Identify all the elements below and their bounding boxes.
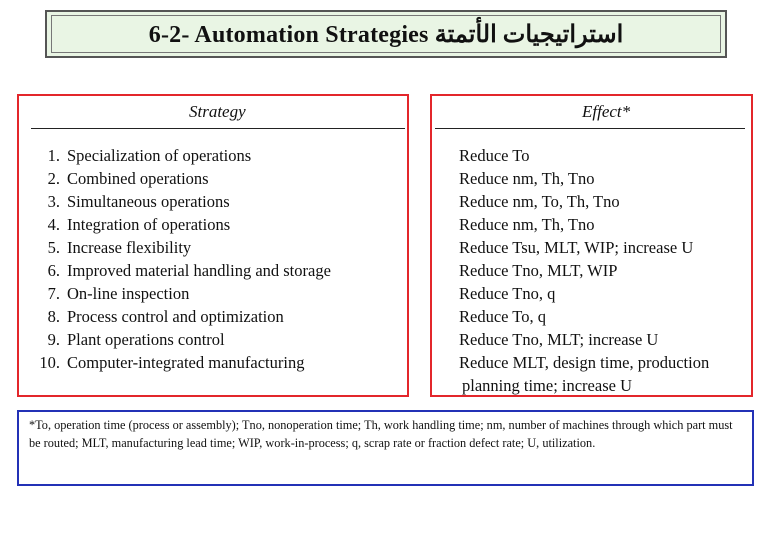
strategy-number: 10. <box>39 353 60 372</box>
effect-item <box>432 282 751 305</box>
effect-header-rule <box>435 128 745 129</box>
strategy-item <box>19 259 407 282</box>
effect-header: Effect* <box>582 102 631 121</box>
strategy-item <box>19 144 407 167</box>
strategy-text: Increase flexibility <box>67 238 192 257</box>
effect-item <box>432 259 751 282</box>
effect-item <box>432 144 751 167</box>
effect-text: Reduce Tno, MLT, WIP <box>459 261 618 280</box>
effect-item <box>432 190 751 213</box>
strategy-item <box>19 305 407 328</box>
strategy-text: Combined operations <box>67 169 209 188</box>
effect-text: Reduce Tsu, MLT, WIP; increase U <box>459 238 694 257</box>
page-title <box>149 20 624 49</box>
strategy-item <box>19 236 407 259</box>
effect-panel <box>430 94 753 397</box>
strategy-number: 3. <box>47 192 60 211</box>
effect-item <box>432 236 751 259</box>
effect-text: Reduce nm, Th, Tno <box>459 169 595 188</box>
title-arabic: استراتيجيات الأتمتة <box>434 21 624 48</box>
strategy-text: On-line inspection <box>67 284 190 303</box>
strategy-number: 2. <box>47 169 60 188</box>
strategy-text: Process control and optimization <box>67 307 284 326</box>
footnote-text: *To, operation time (process or assembly); Tno, nonoperation time; Th, work handling time; nm, number of machines through which part must be routed; MLT, manufacturing lead time; WIP, work-in-process; q, scrap rate or fraction defect rate; U, utilization. <box>29 418 733 450</box>
strategy-text: Plant operations control <box>67 330 225 349</box>
strategy-number: 1. <box>47 146 60 165</box>
strategy-item <box>19 351 407 374</box>
effect-continuation-text: planning time; increase U <box>462 376 632 395</box>
strategy-list <box>19 144 407 374</box>
title-banner-inner <box>51 15 721 53</box>
effect-list <box>432 144 751 397</box>
effect-text: Reduce MLT, design time, production <box>459 353 710 372</box>
strategy-number: 7. <box>47 284 60 303</box>
strategy-text: Computer-integrated manufacturing <box>67 353 305 372</box>
footnote-panel <box>17 410 754 486</box>
strategy-item <box>19 328 407 351</box>
strategy-number: 9. <box>47 330 60 349</box>
strategy-text: Improved material handling and storage <box>67 261 331 280</box>
strategy-item <box>19 190 407 213</box>
effect-item <box>432 213 751 236</box>
strategy-header-rule <box>31 128 405 129</box>
title-banner <box>45 10 727 58</box>
strategy-item <box>19 213 407 236</box>
effect-item <box>432 328 751 351</box>
effect-text: Reduce To, q <box>459 307 546 326</box>
strategy-text: Specialization of operations <box>67 146 252 165</box>
effect-item <box>432 351 751 374</box>
strategy-number: 4. <box>47 215 60 234</box>
title-english: 6-2- Automation Strategies <box>148 21 429 48</box>
strategy-number: 5. <box>47 238 60 257</box>
effect-text: Reduce Tno, q <box>459 284 556 303</box>
strategy-text: Integration of operations <box>67 215 231 234</box>
strategy-number: 6. <box>47 261 60 280</box>
effect-text: Reduce nm, Th, Tno <box>459 215 595 234</box>
strategy-header: Strategy <box>189 102 246 121</box>
effect-text: Reduce To <box>459 146 530 165</box>
effect-item-continuation <box>432 374 751 397</box>
effect-item <box>432 167 751 190</box>
strategy-text: Simultaneous operations <box>67 192 230 211</box>
strategy-item <box>19 167 407 190</box>
effect-text: Reduce nm, To, Th, Tno <box>459 192 620 211</box>
strategy-number: 8. <box>47 307 60 326</box>
effect-item <box>432 305 751 328</box>
strategy-item <box>19 282 407 305</box>
strategy-panel <box>17 94 409 397</box>
effect-text: Reduce Tno, MLT; increase U <box>459 330 659 349</box>
